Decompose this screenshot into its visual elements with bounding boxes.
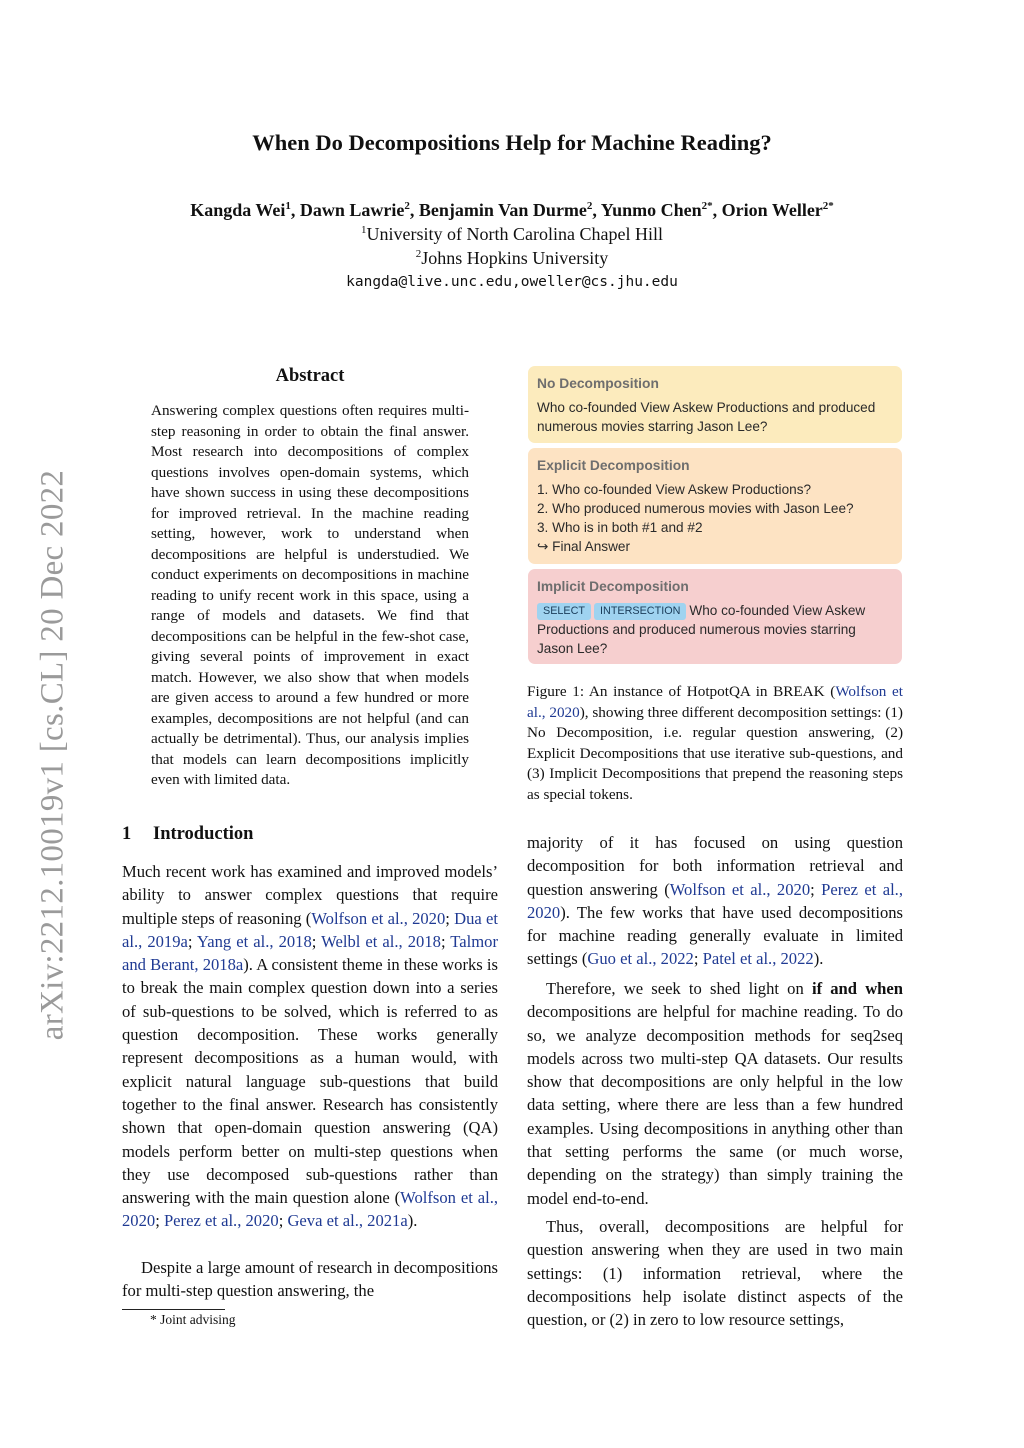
figure-caption: Figure 1: An instance of HotpotQA in BREAK (Wolfson et al., 2020), showing three different decomposition settings: (1) No Decomposition, i.e. regular question answering, (2) Explicit Decompositions that use iterative sub-questions, and (3) Implicit Decompositions that prepend the reasoning steps as special tokens.: [527, 683, 903, 803]
intro-col2-paragraph-1: majority of it has focused on using question decomposition for both information retrieval and question answering (Wolfson et al., 2020; Perez et al., 2020). The few works that have used decompositions for machine reading generally evaluate in limited settings (Guo et al., 2022; Patel et al., 2022).: [527, 833, 903, 969]
subquestion: 3. Who is in both #1 and #2: [537, 520, 703, 535]
citation-link[interactable]: Perez et al., 2020: [163, 1211, 279, 1231]
paper-title: When Do Decompositions Help for Machine Reading?: [252, 130, 772, 155]
citation-link[interactable]: Patel et al., 2022: [702, 949, 814, 969]
section-heading-introduction: 1 Introduction: [122, 824, 254, 844]
author-list: Kangda Wei$^1$, Dawn Lawrie$^2$, Benjamin Van Durme$^2$, Yunmo Chen$^{2*}$, Orion Weller$^{2*}$: [190, 200, 834, 220]
select-token: SELECT: [537, 603, 591, 620]
panel-text: Who co-founded View Askew Productions and produced numerous movies starring Jason Lee?: [537, 400, 876, 434]
citation-link[interactable]: Yang et al., 2018: [196, 931, 312, 951]
citation-link[interactable]: Welbl et al., 2018: [321, 931, 441, 951]
citation-link[interactable]: Wolfson et al., 2020: [122, 1188, 498, 1231]
intro-paragraph-2: Despite a large amount of research in decompositions for multi-step question answering, the: [122, 1258, 498, 1301]
affiliation: $^2$Johns Hopkins University: [415, 248, 609, 268]
citation-link[interactable]: Wolfson et al., 2020: [527, 683, 903, 721]
intersection-token: INTERSECTION: [594, 603, 686, 620]
citation-link[interactable]: Dua et al., 2019a: [122, 908, 498, 951]
author-emails[interactable]: kangda@live.unc.edu,oweller@cs.jhu.edu: [346, 274, 678, 290]
intro-col2-paragraph-2: Therefore, we seek to shed light on if and when decompositions are helpful for machine reading. To do so, we analyze decomposition methods for seq2seq models across two multi-step QA datasets. Our results show that decompositions are only helpful in the low data setting, where there are less than a few hundred examples. Using decompositions in anything other than that setting performs the same (or much worse, depending on the strategy) than simply training the model end-to-end.: [527, 979, 903, 1208]
abstract-text: Answering complex questions often requires multi-step reasoning in order to obtain the final answer. Most research into decompositions of complex questions involves open-domain systems, which have shown success in using these decompositions for improved retrieval. In the machine reading setting, however, work to understand when decompositions are helpful is understudied. We conduct experiments on decompositions in machine reading to unify recent work in this space, using a range of models and datasets. We find that decompositions can be helpful in the few-shot case, giving several points of improvement in exact match. However, we also show that when models are given access to around a few hundred or more examples, decompositions are not helpful (and can actually be detrimental). Thus, our analysis implies that models can learn decompositions implicitly even with limited data.: [151, 402, 469, 788]
citation-link[interactable]: Wolfson et al., 2020: [669, 879, 811, 899]
final-answer-line: ↪ Final Answer: [537, 539, 630, 554]
panel-heading: Explicit Decomposition: [537, 458, 690, 473]
subquestion: 1. Who co-founded View Askew Productions?: [537, 482, 812, 497]
author: Benjamin Van Durme$^2$: [418, 200, 593, 220]
citation-link[interactable]: Wolfson et al., 2020: [311, 908, 446, 928]
footnote: * Joint advising: [150, 1312, 236, 1327]
arxiv-side-label: arXiv:2212.10019v1 [cs.CL] 20 Dec 2022: [34, 469, 71, 1041]
citation-link[interactable]: Perez et al., 2020: [527, 879, 903, 922]
author: Orion Weller$^{2*}$: [721, 200, 834, 220]
subquestion: 2. Who produced numerous movies with Jason Lee?: [537, 501, 854, 516]
affiliation: $^1$University of North Carolina Chapel Hill: [361, 224, 663, 244]
figure-panel-implicit-decomposition: [528, 569, 902, 664]
citation-link[interactable]: Geva et al., 2021a: [287, 1211, 408, 1231]
intro-paragraph-1: Much recent work has examined and improved models’ ability to answer complex questions that require multiple steps of reasoning (Wolfson et al., 2020; Dua et al., 2019a; Yang et al., 2018; Welbl et al., 2018; Talmor and Berant, 2018a). A consistent theme in these works is to break the main complex question down into a series of sub-questions to be solved, which is referred to as question decomposition. These works generally represent decompositions as a human would, with explicit natural language sub-questions that build together to the final answer. Research has consistently shown that open-domain question answering (QA) models perform better on multi-step questions when they use decomposed sub-questions rather than answering with the main question alone (Wolfson et al., 2020; Perez et al., 2020; Geva et al., 2021a).: [122, 862, 498, 1231]
figure-panel-explicit-decomposition: [528, 448, 902, 564]
footnote-rule: [122, 1309, 225, 1310]
citation-link[interactable]: Talmor and Berant, 2018a: [122, 931, 498, 975]
author: Yunmo Chen$^{2*}$: [600, 200, 713, 220]
panel-heading: Implicit Decomposition: [537, 579, 689, 594]
author: Dawn Lawrie$^2$: [299, 200, 410, 220]
intro-col2-paragraph-3: Thus, overall, decompositions are helpful for question answering when they are used in two main settings: (1) information retrieval, where the decompositions help isolate distinct aspects of the question, or (2) in zero to low resource settings,: [527, 1217, 903, 1330]
citation-link[interactable]: Guo et al., 2022: [587, 949, 694, 969]
author: Kangda Wei$^1$: [190, 200, 291, 220]
figure-panel-no-decomposition: [528, 366, 902, 443]
abstract-heading: Abstract: [275, 366, 345, 386]
panel-text: SELECT INTERSECTION Who co-founded View Askew Productions and produced numerous movies starring Jason Lee?: [537, 603, 866, 656]
panel-heading: No Decomposition: [537, 376, 659, 391]
